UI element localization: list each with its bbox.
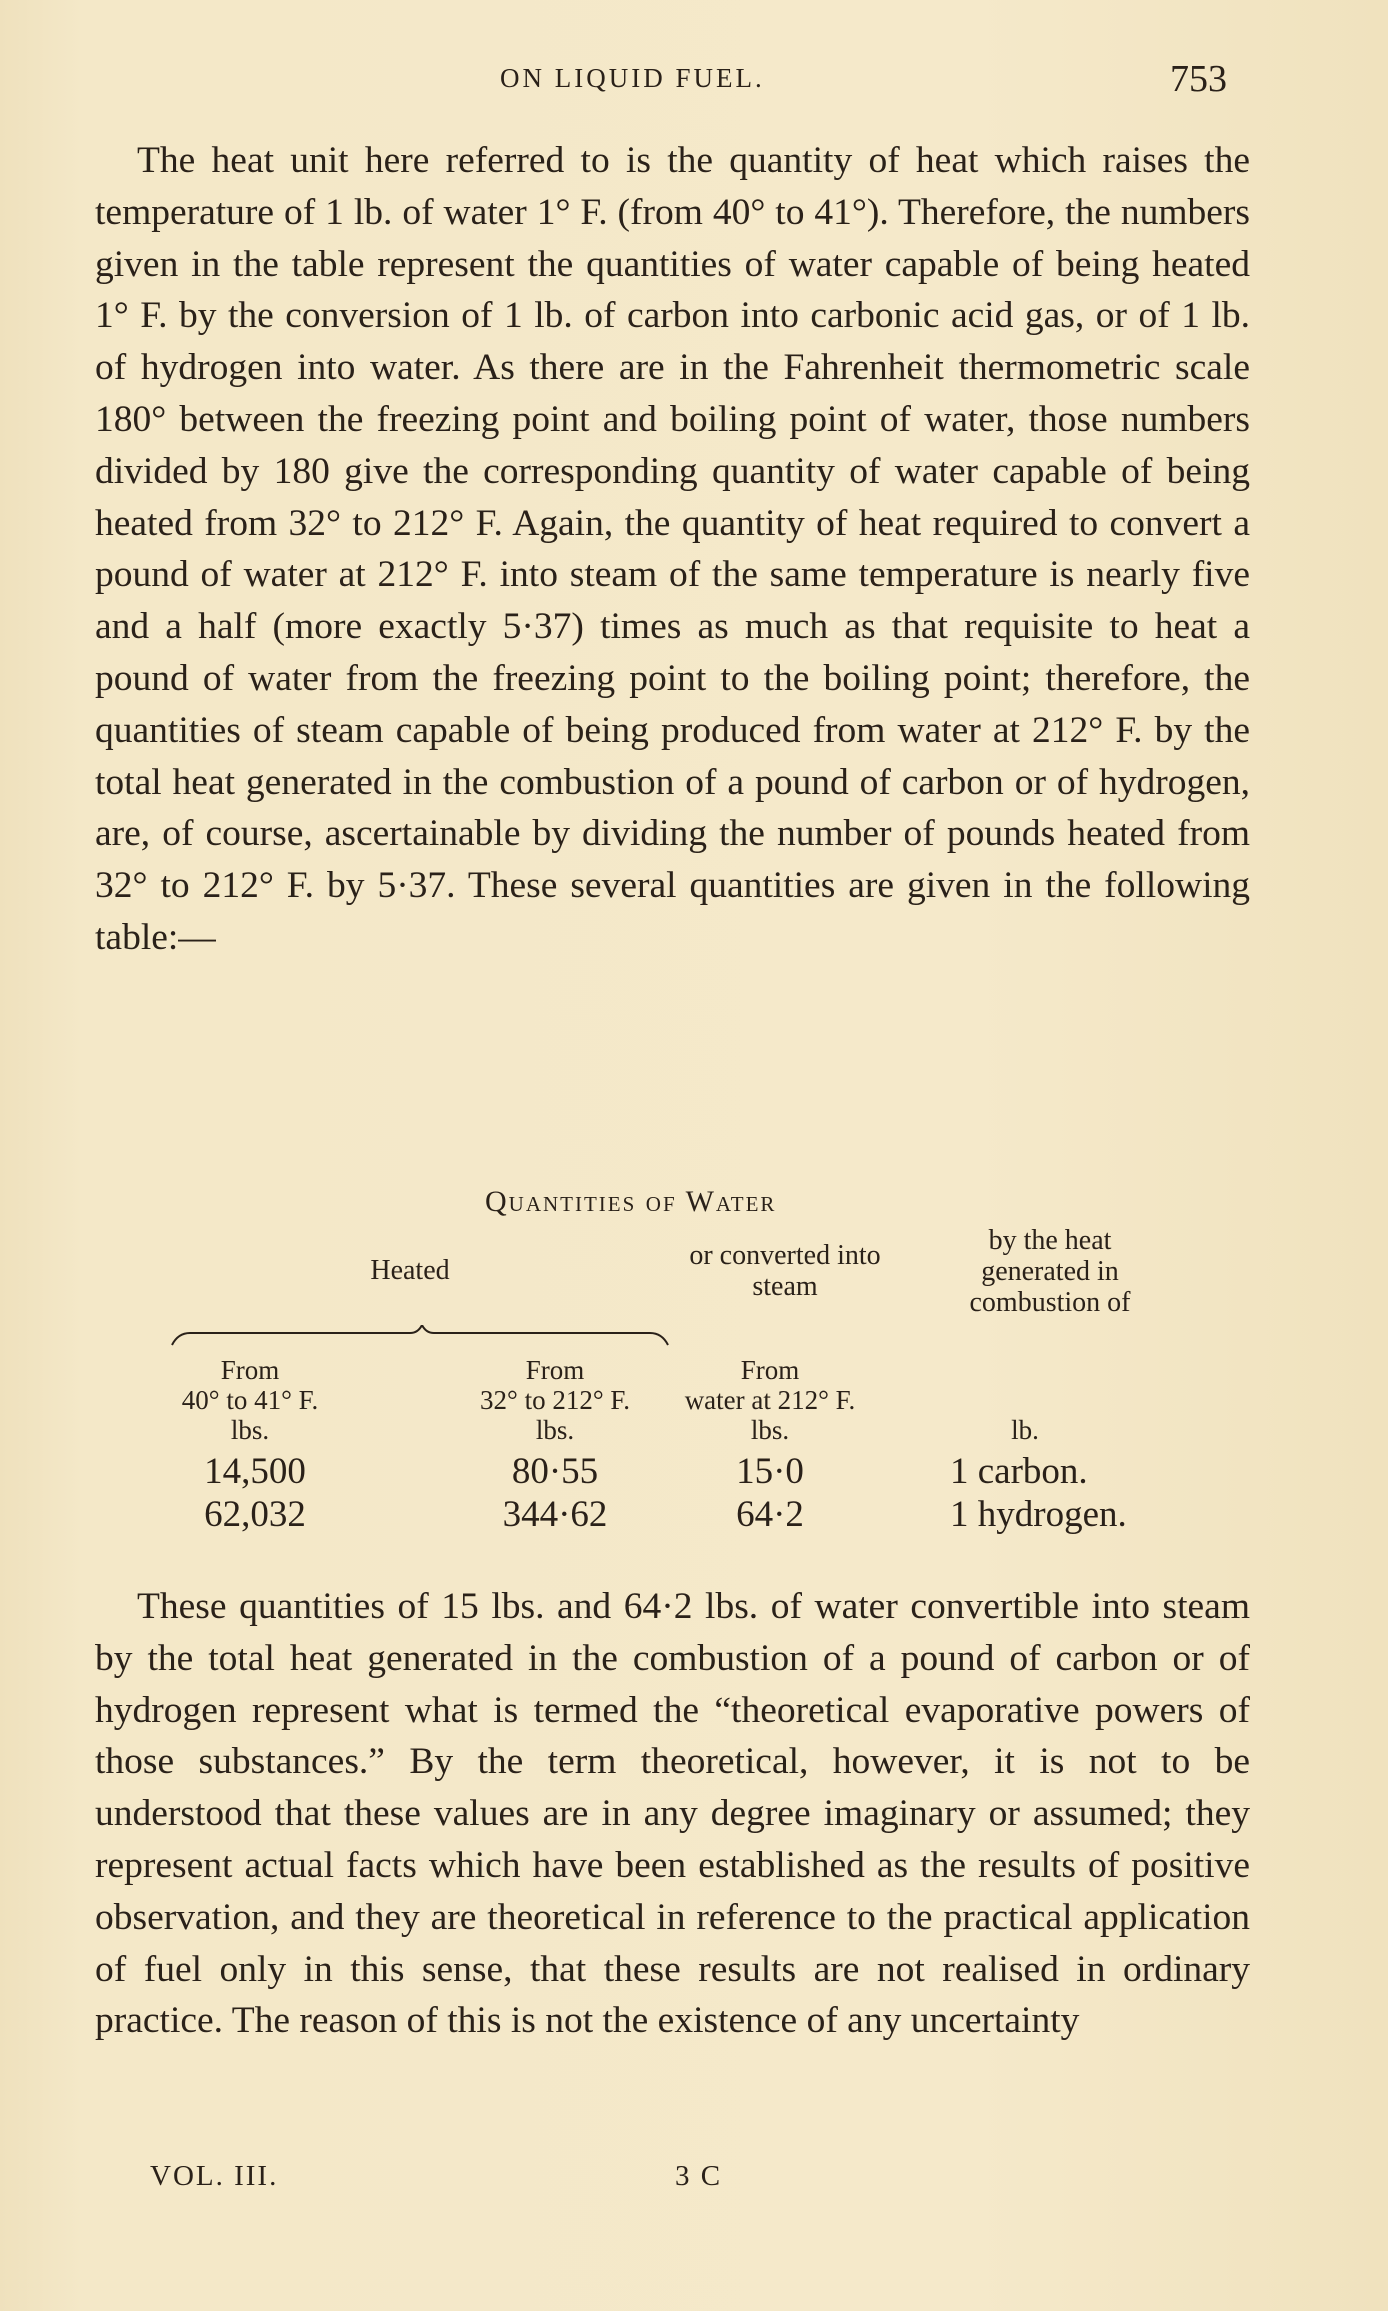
- header-generated: by the heat generated in combustion of: [969, 1225, 1131, 1318]
- table-cell-r2c3: 64·2: [736, 1494, 804, 1535]
- running-head: [0, 55, 1388, 105]
- volume-label: VOL. III.: [150, 2160, 279, 2192]
- subheader-col-4: lb.: [1011, 1415, 1039, 1445]
- signature-mark: 3 C: [675, 2160, 723, 2192]
- paragraph-text: The heat unit here referred to is the quantity of heat which raises the temperature of 1 lb. of water 1° F. (from 40° to 41°). Therefore, the numbers given in the table represent the quantities of water capable of being heated 1° F. by the conversion of 1 lb. of carbon into carbonic acid gas, or of 1 lb. of hydrogen into water. As there are in the Fahrenheit thermometric scale 180° between the freezing point and boiling point of water, those numbers divided by 180 give the corresponding quantity of water capable of being heated from 32° to 212° F. Again, the quantity of heat required to convert a pound of water at 212° F. into steam of the same temperature is nearly five and a half (more exactly 5·37) times as much as that requisite to heat a pound of water from the freezing point to the boiling point; therefore, the quantities of steam capable of being produced from water at 212° F. by the total heat generated in the combustion of a pound of carbon or of hydrogen, are, of course, ascertainable by dividing the number of pounds heated from 32° to 212° F. by 5·37. These several quantities are given in the following table:—: [95, 140, 1250, 958]
- table-cell-r1c2: 80·55: [511, 1451, 599, 1492]
- running-title: ON LIQUID FUEL.: [500, 63, 765, 93]
- table-cell-r2c2: 344·62: [502, 1494, 608, 1535]
- table-cell-r1c1: 14,500: [204, 1451, 306, 1492]
- page-number: 753: [1170, 58, 1227, 100]
- header-heated: Heated: [370, 1255, 450, 1286]
- subheader-col-1: From 40° to 41° F. lbs.: [181, 1355, 319, 1445]
- table-cell-r2c1: 62,032: [204, 1494, 306, 1535]
- table-cell-r1c3: 15·0: [736, 1451, 804, 1492]
- paragraph-text: These quantities of 15 lbs. and 64·2 lbs. of water convertible into steam by the total heat generated in the combustion of a pound of carbon or of hydrogen represent what is termed the “theoretical evaporative powers of those substances.” By the term theoretical, however, it is not to be understood that these values are in any degree imaginary or assumed; they represent actual facts which have been established as the results of positive observation, and they are theoretical in reference to the practical application of fuel only in this sense, that these results are not realised in ordinary practice. The reason of this is not the existence of any uncertainty: [95, 1586, 1250, 2042]
- table-caption: Quantities of Water: [485, 1185, 777, 1218]
- table-cell-r2c4: 1 hydrogen.: [950, 1494, 1127, 1535]
- table-cell-r1c4: 1 carbon.: [950, 1451, 1088, 1492]
- header-converted: or converted into steam: [689, 1240, 881, 1302]
- subheader-col-3: From water at 212° F. lbs.: [684, 1355, 856, 1445]
- page-footer: [0, 2160, 1388, 2210]
- subheader-col-2: From 32° to 212° F. lbs.: [480, 1355, 630, 1445]
- quantities-table: [155, 1185, 1235, 1545]
- body-paragraph-2: [95, 1581, 1250, 2047]
- brace-divider: [170, 1325, 670, 1347]
- body-paragraph-1: [95, 135, 1250, 964]
